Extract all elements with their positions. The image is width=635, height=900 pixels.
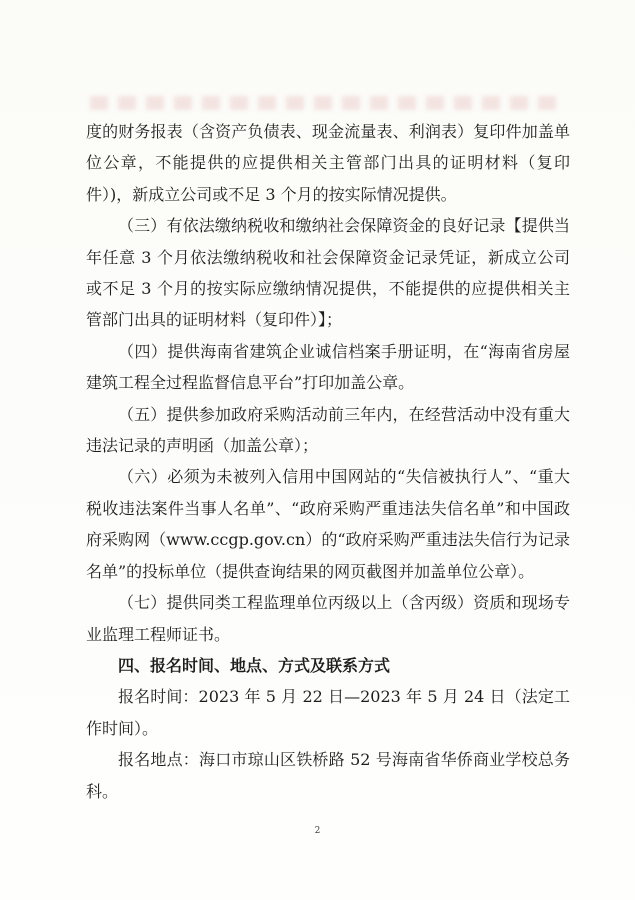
- section-heading-registration: 四、报名时间、地点、方式及联系方式: [118, 655, 391, 675]
- page-number: 2: [314, 826, 321, 836]
- paragraph-financial-statements: 度的财务报表（含资产负债表、现金流量表、利润表）复印件加盖单位公章，不能提供的应提供相关主管部门出具的证明材料（复印件）)，新成立公司或不足 3 个月的按实际情况提供。: [86, 122, 570, 204]
- document-body: [86, 116, 570, 807]
- paragraph-registration-time: 报名时间：2023 年 5 月 22 日—2023 年 5 月 24 日（法定工作时间）。: [86, 687, 570, 738]
- paragraph-item-4: （四）提供海南省建筑企业诚信档案手册证明，在“海南省房屋建筑工程全过程监督信息平台”打印加盖公章。: [86, 341, 570, 393]
- paragraph-item-7: （七）提供同类工程监理单位丙级以上（含丙级）资质和现场专业监理工程师证书。: [86, 593, 570, 644]
- paragraph-item-5: （五）提供参加政府采购活动前三年内，在经营活动中没有重大违法记录的声明函（加盖公章）；: [86, 404, 570, 456]
- bleed-through-stamp: [90, 96, 560, 110]
- paragraph-item-6: （六）必须为未被列入信用中国网站的“失信被执行人”、“重大税收违法案件当事人名单”、“政府采购严重违法失信名单”和中国政府采购网（www.ccgp.gov.cn）的“政府采购严重违法失信行为记录名单”的投标单位（提供查询结果的网页截图并加盖单位公章）。: [86, 467, 570, 581]
- paragraph-registration-location: 报名地点：海口市琼山区铁桥路 52 号海南省华侨商业学校总务科。: [86, 750, 570, 801]
- paragraph-item-3: （三）有依法缴纳税收和缴纳社会保障资金的良好记录【提供当年任意 3 个月依法缴纳税收和社会保障资金记录凭证，新成立公司或不足 3 个月的按实际应缴纳情况提供，不能提供的应提供相关主管部门出具的证明材料（复印件）】；: [86, 216, 570, 330]
